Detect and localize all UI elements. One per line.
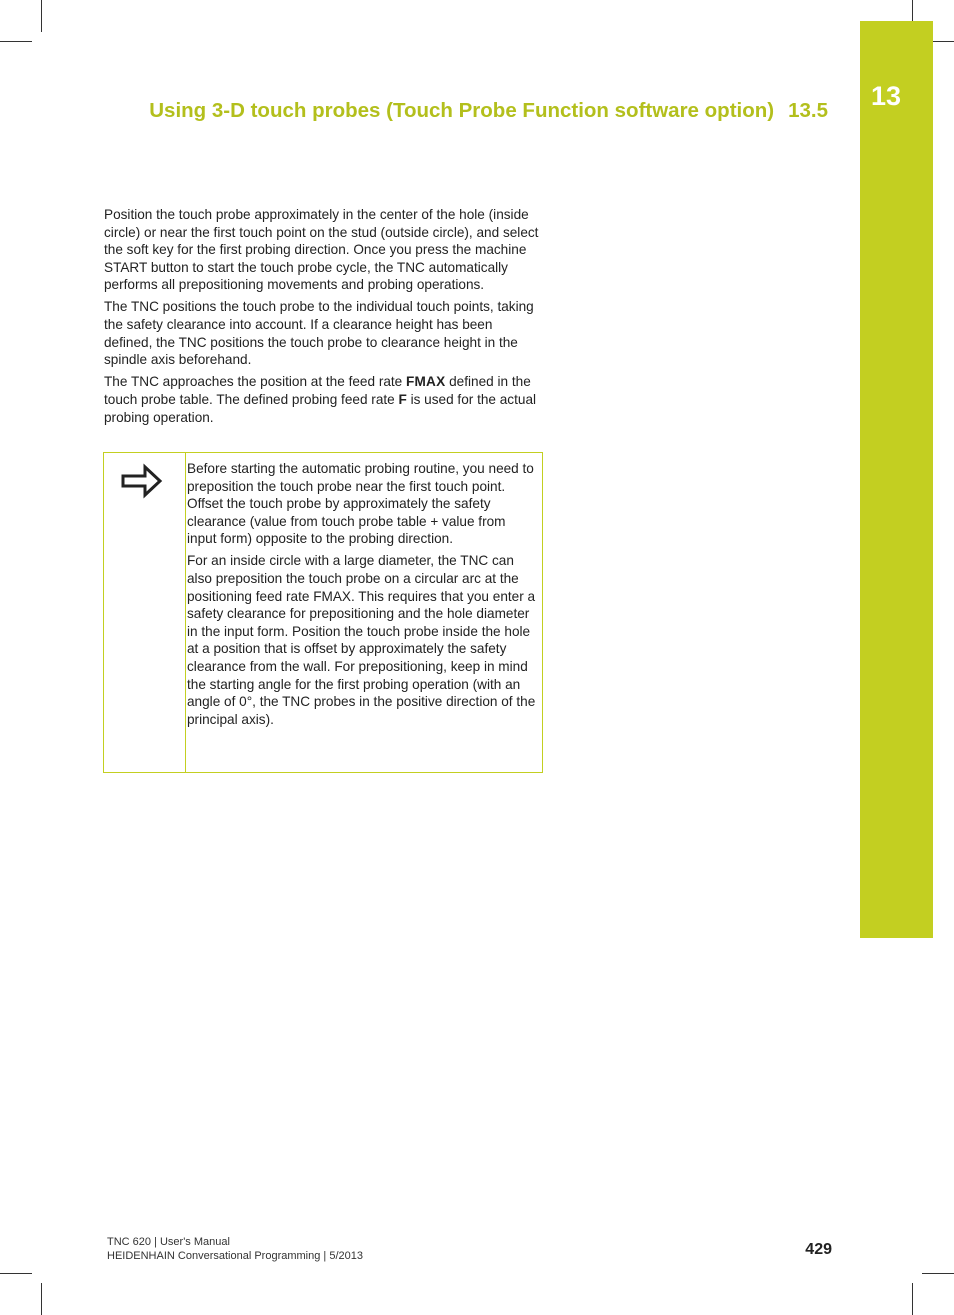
- footer-manual-title: TNC 620 | User's Manual: [107, 1236, 230, 1248]
- chapter-tab: [860, 21, 933, 938]
- note-divider: [185, 453, 186, 772]
- footer-publication: HEIDENHAIN Conversational Programming | 5/2013: [107, 1250, 363, 1262]
- crop-mark: [912, 1283, 913, 1315]
- crop-mark: [0, 41, 32, 42]
- page-number: 429: [805, 1241, 832, 1258]
- arrow-right-icon: [121, 463, 163, 499]
- note-text: [187, 460, 537, 733]
- crop-mark: [41, 0, 42, 32]
- note-paragraph: Before starting the automatic probing routine, you need to preposition the touch probe near the first touch point. Offset the touch probe by approximately the safety clearance (value from touch probe table + value from input form) opposite to the probing direction.: [187, 461, 534, 547]
- footer: [107, 1235, 363, 1263]
- text-run: defined in the touch probe table. The defined probing feed rate: [104, 374, 531, 407]
- header-title: Using 3-D touch probes (Touch Probe Function software option): [149, 99, 775, 122]
- chapter-number: 13: [870, 81, 902, 111]
- code-term: FMAX: [406, 374, 446, 390]
- paragraph: The TNC positions the touch probe to the individual touch points, taking the safety clearance into account. If a clearance height has been defined, the TNC positions the touch probe to clearance height in the spindle axis beforehand.: [104, 299, 534, 368]
- note-paragraph: For an inside circle with a large diameter, the TNC can also preposition the touch probe on a circular arc at the positioning feed rate FMAX. This requires that you enter a safety clearance for prepositioning and the hole diameter in the input form. Position the touch probe inside the hole at a position that is offset by approximately the safety clearance from the wall. For prepositioning, keep in mind the starting angle for the first probing operation (with an angle of 0°, the TNC probes in the positive direction of the principal axis).: [187, 553, 536, 727]
- text-run: The TNC approaches the position at the feed rate: [104, 374, 407, 390]
- running-header: [100, 99, 828, 123]
- text-run: is used for the actual probing operation.: [104, 391, 537, 425]
- paragraph: Position the touch probe approximately in the center of the hole (inside circle) or near the first touch point on the stud (outside circle), and select the soft key for the first probing direction. Once you press the machine START button to start the touch probe cycle, the TNC automatically performs all prepositioning movements and probing operations.: [104, 207, 539, 293]
- paragraph: [104, 373, 544, 426]
- note-box: [103, 452, 543, 773]
- crop-mark: [0, 1273, 32, 1274]
- crop-mark: [41, 1283, 42, 1315]
- header-section-number: 13.5: [788, 99, 828, 122]
- crop-mark: [922, 1273, 954, 1274]
- body-text: [104, 206, 544, 431]
- bold-term: F: [398, 391, 407, 407]
